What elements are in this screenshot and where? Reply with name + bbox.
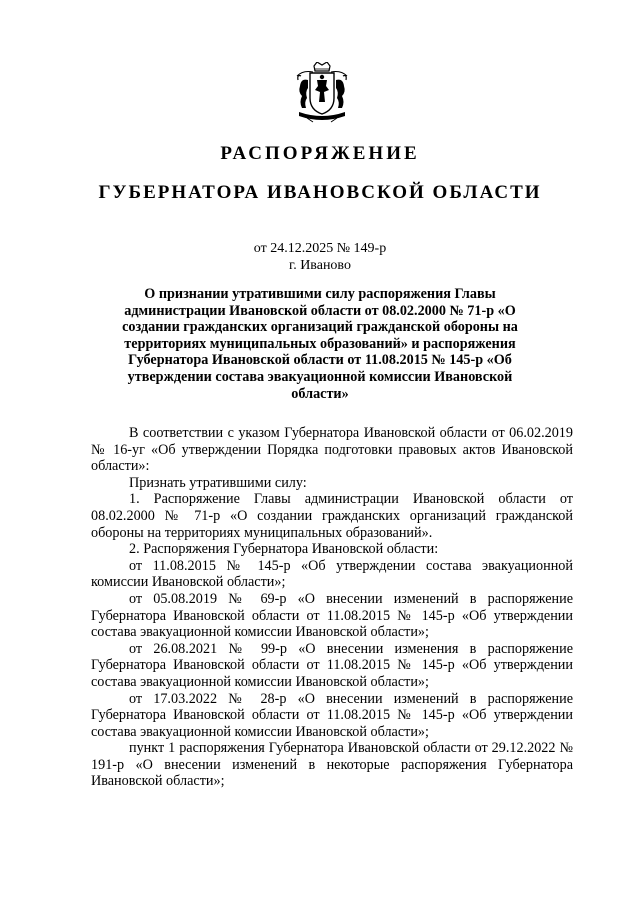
paragraph-sub-3: от 26.08.2021 № 99-р «О внесении изменения в распоряжение Губернатора Ивановской области от 11.08.2015 № 145-р «Об утверждении состава эвакуационной комиссии Ивановской области»; — [91, 640, 573, 690]
paragraph-sub-5: пункт 1 распоряжения Губернатора Ивановской области от 29.12.2022 № 191-р «О внесении изменений в некоторые распоряжения Губернатора Ивановской области»; — [91, 740, 573, 790]
paragraph-declare: Признать утратившими силу: — [129, 474, 307, 491]
document-body — [91, 425, 573, 790]
paragraph-sub-1: от 11.08.2015 № 145-р «Об утверждении состава эвакуационной комиссии Ивановской области»; — [91, 557, 573, 591]
paragraph-preamble: В соответствии с указом Губернатора Ивановской области от 06.02.2019 № 16-уг «Об утверждении Порядка подготовки правовых актов Ивановской области»: — [91, 425, 573, 475]
paragraph-sub-4: от 17.03.2022 № 28-р «О внесении изменений в распоряжение Губернатора Ивановской области от 11.08.2015 № 145-р «Об утверждении состава эвакуационной комиссии Ивановской области»; — [91, 690, 573, 740]
document-type-heading: РАСПОРЯЖЕНИЕ — [220, 143, 420, 164]
coat-of-arms-icon — [293, 62, 351, 124]
city: г. Иваново — [289, 258, 351, 273]
paragraph-sub-2: от 05.08.2019 № 69-р «О внесении изменений в распоряжение Губернатора Ивановской области от 11.08.2015 № 145-р «Об утверждении состава эвакуационной комиссии Ивановской области»; — [91, 590, 573, 641]
date-number: от 24.12.2025 № 149-р — [253, 241, 387, 256]
authority-heading: ГУБЕРНАТОРА ИВАНОВСКОЙ ОБЛАСТИ — [98, 182, 542, 203]
paragraph-item-2: 2. Распоряжения Губернатора Ивановской области: — [129, 541, 439, 558]
document-subject: О признании утратившими силу распоряжения Главы администрации Ивановской области от 08.02.2000 № 71-р «О создании гражданских организаций гражданской обороны на территориях муниципальных образований» и распоряжения Губернатора Ивановской области от 11.08.2015 № 145-р «Об утверждении состава эвакуационной комиссии Ивановской области» — [122, 286, 518, 402]
document-meta — [0, 240, 640, 274]
paragraph-item-1: 1. Распоряжение Главы администрации Ивановской области от 08.02.2000 № 71-р «О создании гражданских организаций гражданской обороны на территориях муниципальных образований». — [91, 491, 573, 541]
